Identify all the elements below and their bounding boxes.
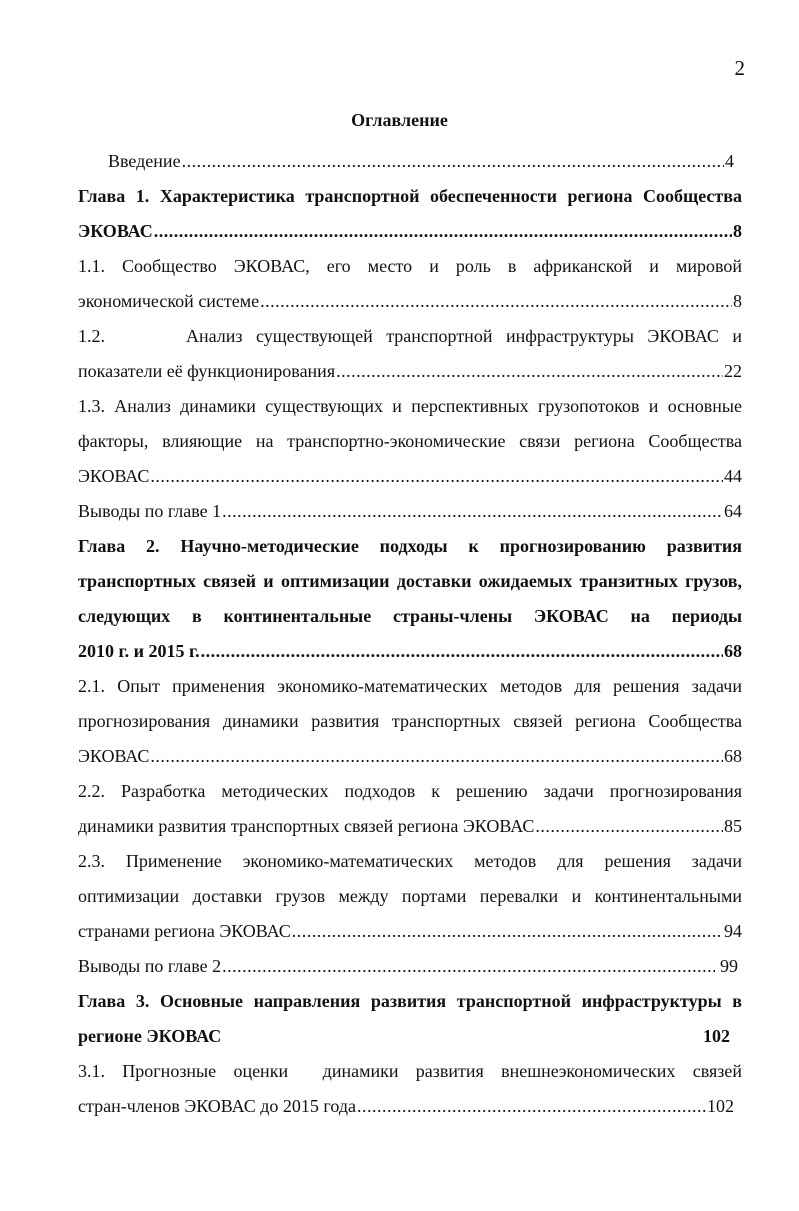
toc-entry-2-1[interactable]: [78, 669, 742, 774]
entry-page: 8: [733, 291, 742, 311]
toc-entry-2-2[interactable]: [78, 774, 742, 844]
entry-page: 44: [724, 466, 742, 486]
toc-entry-chapter-2[interactable]: [78, 529, 742, 669]
entry-title: Выводы по главе 2: [78, 956, 222, 976]
toc-entry-chapter-1[interactable]: [78, 179, 742, 249]
toc-entry-3-1[interactable]: [78, 1054, 742, 1124]
entry-title: 2010 г. и 2015 г.: [78, 641, 200, 661]
toc-entry-introduction[interactable]: [78, 144, 742, 179]
entry-text: Глава 1. Характеристика транспортной обеспеченности региона Сообщества: [78, 186, 742, 206]
table-of-contents: [78, 144, 742, 1124]
dot-leader: [182, 144, 724, 179]
entry-page: 94: [724, 921, 742, 941]
entry-page: 102: [707, 1096, 734, 1116]
toc-entry-chapter-3[interactable]: [78, 984, 742, 1054]
toc-entry-1-1[interactable]: [78, 249, 742, 319]
dot-leader: [222, 949, 714, 984]
toc-entry-2-3[interactable]: [78, 844, 742, 949]
entry-title: регионе ЭКОВАС: [78, 1026, 222, 1046]
toc-entry-1-3[interactable]: [78, 389, 742, 494]
entry-title: странами региона ЭКОВАС: [78, 921, 291, 941]
dot-leader: [292, 914, 723, 949]
page-number: 2: [734, 56, 745, 80]
dot-leader: [336, 354, 723, 389]
toc-entry-conclusions-1[interactable]: [78, 494, 742, 529]
entry-text: 1.1. Сообщество ЭКОВАС, его место и роль в африканской и мировой: [78, 256, 742, 276]
entry-text: 1.3. Анализ динамики существующих и перспективных грузопотоков и основные факторы, влияющие на транспортно-экономические связи региона Сообщества: [78, 396, 742, 451]
dot-leader: [154, 214, 732, 249]
dot-leader: [150, 459, 723, 494]
entry-page: 22: [724, 361, 742, 381]
entry-text: Глава 3. Основные направления развития транспортной инфраструктуры в: [78, 991, 742, 1011]
toc-entry-1-2[interactable]: [78, 319, 742, 389]
dot-leader: [535, 809, 723, 844]
entry-text: 3.1. Прогнозные оценки динамики развития внешнеэкономических связей: [78, 1061, 742, 1081]
entry-page: 8: [733, 221, 742, 241]
entry-page: 99: [715, 956, 738, 976]
dot-leader: [150, 739, 723, 774]
entry-text: 2.2. Разработка методических подходов к решению задачи прогнозирования: [78, 781, 742, 801]
entry-text: 1.2. Анализ существующей транспортной инфраструктуры ЭКОВАС и: [78, 326, 742, 346]
entry-page: 68: [724, 746, 742, 766]
entry-page: 64: [724, 501, 742, 521]
entry-title: Введение: [108, 151, 181, 171]
dot-leader: [357, 1089, 706, 1124]
entry-title: стран-членов ЭКОВАС до 2015 года: [78, 1096, 356, 1116]
entry-title: показатели её функционирования: [78, 361, 336, 381]
entry-page: 102: [703, 1026, 730, 1046]
entry-text: 2.1. Опыт применения экономико-математических методов для решения задачи прогнозирования динамики развития транспортных связей региона Сообщества: [78, 676, 742, 731]
entry-page: 68: [724, 641, 742, 661]
entry-title: ЭКОВАС: [78, 466, 150, 486]
toc-entry-conclusions-2[interactable]: [78, 949, 742, 984]
entry-title: ЭКОВАС: [78, 221, 153, 241]
entry-title: экономической системе: [78, 291, 260, 311]
entry-text: Глава 2. Научно-методические подходы к прогнозированию развития транспортных связей и оптимизации доставки ожидаемых транзитных грузов, следующих в континентальные страны-члены ЭКОВАС на периоды: [78, 536, 742, 626]
entry-title: динамики развития транспортных связей региона ЭКОВАС: [78, 816, 535, 836]
dot-leader: [201, 634, 723, 669]
entry-title: ЭКОВАС: [78, 746, 150, 766]
entry-page: 4: [725, 151, 734, 171]
entry-title: Выводы по главе 1: [78, 501, 222, 521]
toc-title: Оглавление: [351, 110, 448, 130]
dot-leader: [222, 494, 723, 529]
entry-page: 85: [724, 816, 742, 836]
dot-leader: [260, 284, 732, 319]
entry-text: 2.3. Применение экономико-математических методов для решения задачи оптимизации доставки грузов между портами перевалки и континентальными: [78, 851, 742, 906]
